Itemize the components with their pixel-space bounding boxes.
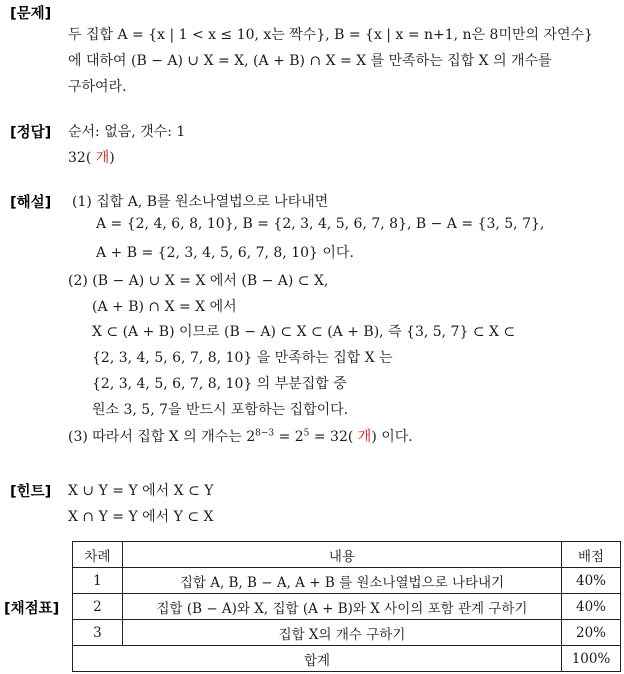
row-points: 40% bbox=[562, 568, 621, 594]
solution-step-3-mid: = 2 bbox=[274, 429, 304, 445]
header-content: 내용 bbox=[122, 542, 561, 568]
scoring-table bbox=[72, 541, 621, 672]
hint-line-1: X ∪ Y = Y 에서 X ⊂ Y bbox=[68, 483, 214, 499]
solution-step-2a: (A + B) ∩ X = X 에서 bbox=[92, 299, 237, 315]
solution-step-2e: 원소 3, 5, 7을 반드시 포함하는 집합이다. bbox=[92, 402, 349, 418]
solution-step-2b: X ⊂ (A + B) 이므로 (B − A) ⊂ X ⊂ (A + B), 즉 {3, 5, 7} ⊂ X ⊂ bbox=[92, 324, 516, 340]
total-points: 100% bbox=[562, 646, 621, 672]
total-label: 합계 bbox=[73, 646, 562, 672]
hint-label: [힌트] bbox=[10, 484, 52, 500]
table-total-row bbox=[73, 646, 621, 672]
solution-step-1a: A = {2, 4, 6, 8, 10}, B = {2, 3, 4, 5, 6, 7, 8}, B − A = {3, 5, 7}, bbox=[96, 216, 545, 232]
header-order: 차례 bbox=[73, 542, 123, 568]
solution-step-2d: {2, 3, 4, 5, 6, 7, 8, 10} 의 부분집합 중 bbox=[92, 376, 347, 392]
solution-step-3-text: (3) 따라서 집합 X 의 개수는 2 bbox=[68, 429, 256, 445]
answer-line-2 bbox=[68, 147, 115, 167]
exponent-2: 5 bbox=[303, 428, 310, 439]
solution-label: [해설] bbox=[10, 195, 52, 211]
answer-line-1: 순서: 없음, 갯수: 1 bbox=[68, 124, 186, 140]
row-order: 1 bbox=[73, 568, 123, 594]
header-points: 배점 bbox=[562, 542, 621, 568]
row-content: 집합 (B − A)와 X, 집합 (A + B)와 X 사이의 포함 관계 구하기 bbox=[122, 594, 561, 620]
table-row bbox=[73, 594, 621, 620]
solution-unit: 개 bbox=[353, 429, 372, 445]
solution-step-3-result: = 32( bbox=[309, 429, 354, 445]
solution-step-2: (2) (B − A) ∪ X = X 에서 (B − A) ⊂ X, bbox=[68, 273, 329, 289]
table-row bbox=[73, 620, 621, 646]
row-content: 집합 A, B, B − A, A + B 를 원소나열법으로 나타내기 bbox=[122, 568, 561, 594]
solution-step-3 bbox=[68, 426, 413, 446]
answer-value: 32( bbox=[68, 150, 92, 166]
solution-step-3-end: ) 이다. bbox=[371, 429, 413, 445]
solution-step-1: (1) 집합 A, B를 원소나열법으로 나타내면 bbox=[72, 194, 329, 210]
problem-line-2: 에 대하여 (B − A) ∪ X = X, (A + B) ∩ X = X 를 만족하는 집합 X 의 개수를 bbox=[68, 53, 552, 69]
exponent-1: 8−3 bbox=[255, 428, 275, 439]
table-row bbox=[73, 568, 621, 594]
table-header-row bbox=[73, 542, 621, 568]
row-points: 40% bbox=[562, 594, 621, 620]
problem-label: [문제] bbox=[10, 6, 52, 22]
problem-line-3: 구하여라. bbox=[68, 79, 127, 95]
answer-label: [정답] bbox=[10, 125, 52, 141]
scoring-label: [채점표] bbox=[4, 601, 60, 617]
problem-line-1: 두 집합 A = {x | 1 < x ≤ 10, x는 짝수}, B = {x | x = n+1, n은 8미만의 자연수} bbox=[68, 27, 593, 43]
answer-close-paren: ) bbox=[109, 150, 115, 166]
solution-step-1b: A + B = {2, 3, 4, 5, 6, 7, 8, 10} 이다. bbox=[96, 245, 354, 261]
row-points: 20% bbox=[562, 620, 621, 646]
row-order: 2 bbox=[73, 594, 123, 620]
row-content: 집합 X의 개수 구하기 bbox=[122, 620, 561, 646]
hint-line-2: X ∩ Y = Y 에서 Y ⊂ X bbox=[68, 509, 214, 525]
row-order: 3 bbox=[73, 620, 123, 646]
solution-step-2c: {2, 3, 4, 5, 6, 7, 8, 10} 을 만족하는 집합 X 는 bbox=[92, 350, 393, 366]
answer-unit: 개 bbox=[91, 150, 110, 166]
